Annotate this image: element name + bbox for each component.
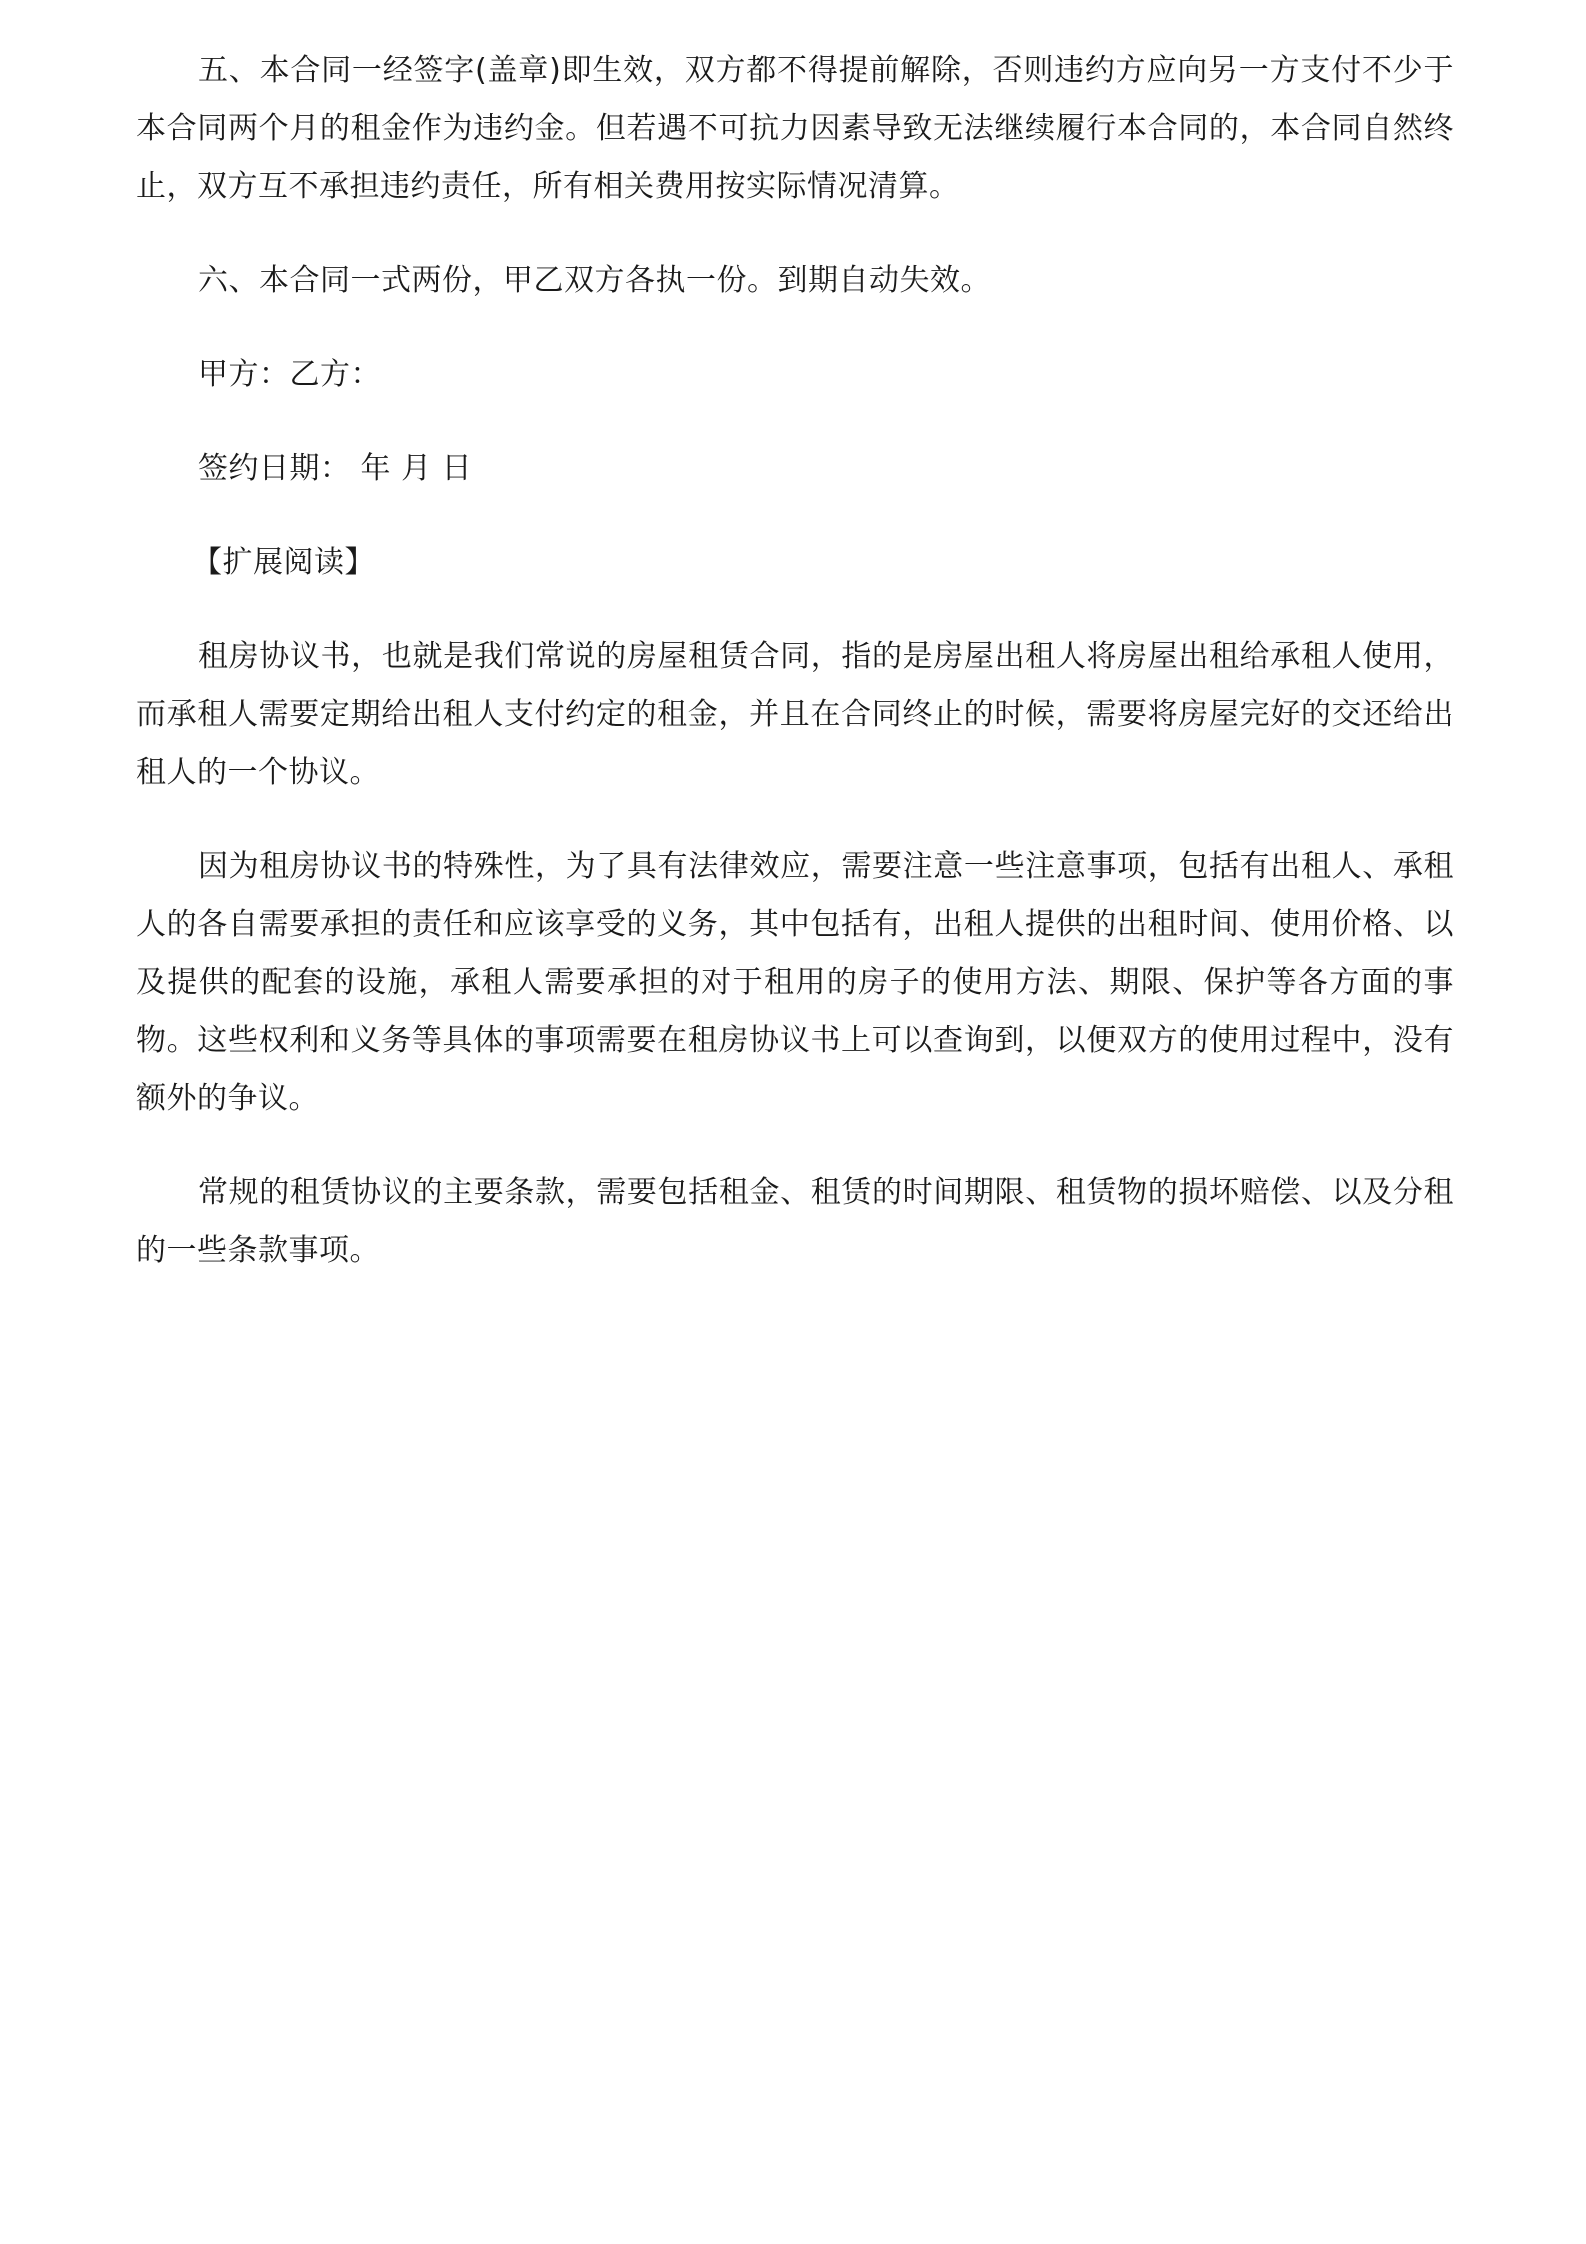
extended-reading-heading: 【扩展阅读】: [192, 545, 375, 580]
extended-paragraph-3: 常规的租赁协议的主要条款，需要包括租金、租赁的时间期限、租赁物的损坏赔偿、以及分租的一些条款事项。: [136, 1175, 1454, 1268]
clause-six-paragraph: 六、本合同一式两份，甲乙双方各执一份。到期自动失效。: [198, 263, 991, 298]
clause-five-paragraph: 五、本合同一经签字(盖章)即生效，双方都不得提前解除，否则违约方应向另一方支付不少于本合同两个月的租金作为违约金。但若遇不可抗力因素导致无法继续履行本合同的，本合同自然终止，双方互不承担违约责任，所有相关费用按实际情况清算。: [136, 53, 1454, 204]
document-body: [136, 42, 1454, 1316]
signing-date-line: 签约日期： 年 月 日: [198, 451, 473, 486]
extended-paragraph-2: 因为租房协议书的特殊性，为了具有法律效应，需要注意一些注意事项，包括有出租人、承租人的各自需要承担的责任和应该享受的义务，其中包括有，出租人提供的出租时间、使用价格、以及提供的配套的设施，承租人需要承担的对于租用的房子的使用方法、期限、保护等各方面的事物。这些权利和义务等具体的事项需要在租房协议书上可以查询到，以便双方的使用过程中，没有额外的争议。: [136, 849, 1454, 1116]
parties-signature-line: 甲方：乙方：: [198, 357, 381, 392]
extended-paragraph-1: 租房协议书，也就是我们常说的房屋租赁合同，指的是房屋出租人将房屋出租给承租人使用，而承租人需要定期给出租人支付约定的租金，并且在合同终止的时候，需要将房屋完好的交还给出租人的一个协议。: [136, 639, 1454, 790]
